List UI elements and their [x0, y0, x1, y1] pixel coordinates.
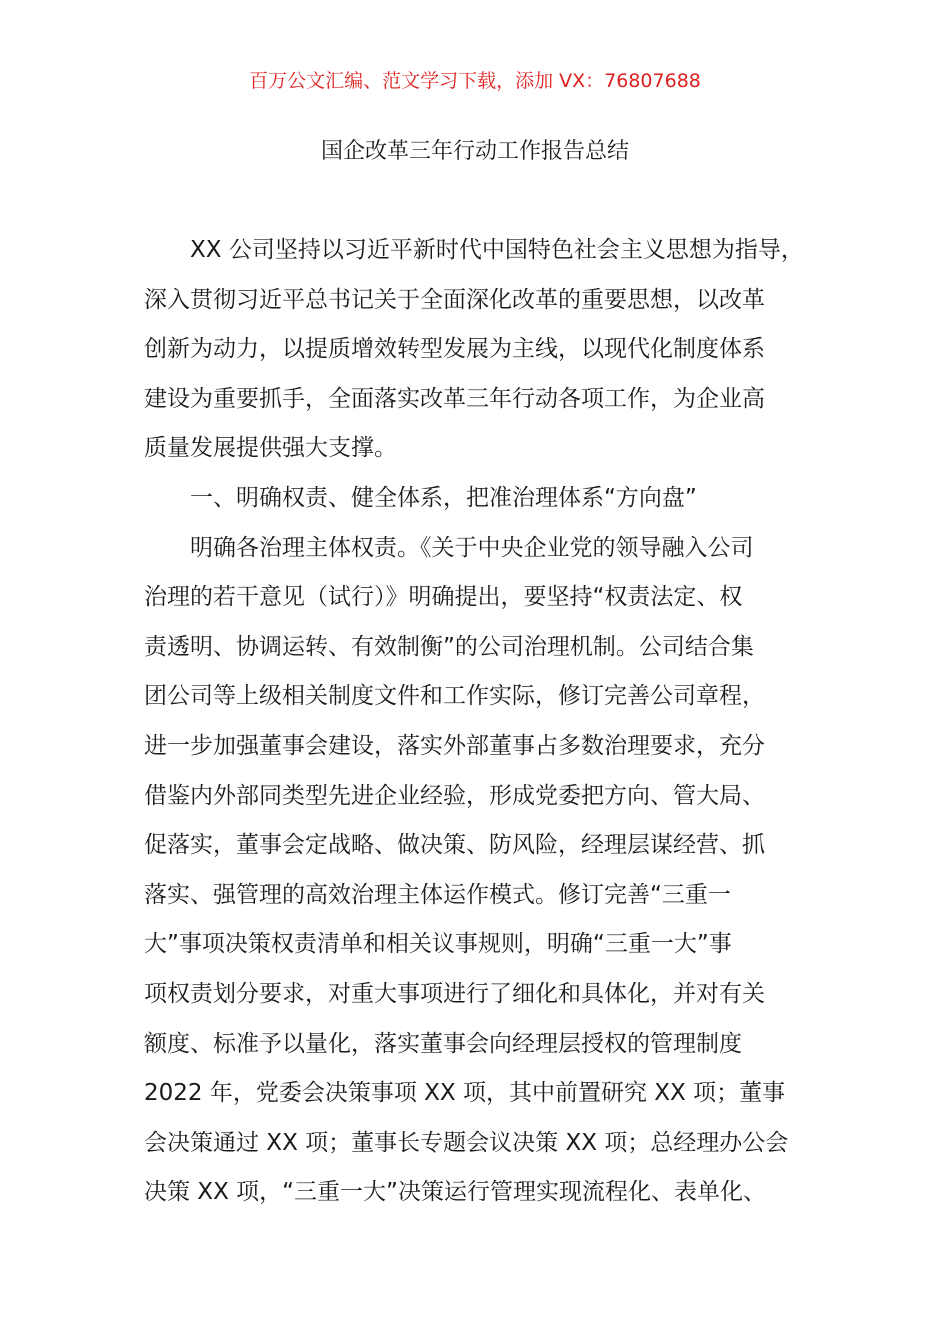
paragraph-line: 深入贯彻习近平总书记关于全面深化改革的重要思想，以改革 — [144, 286, 765, 313]
paragraph-line: 治理的若干意见（试行）》明确提出，要坚持“权责法定、权 — [144, 584, 743, 611]
header-note: 百万公文汇编、范文学习下载，添加 VX：76807688 — [249, 70, 701, 92]
document-body — [144, 226, 816, 1218]
document-title: 国企改革三年行动工作报告总结 — [320, 139, 629, 164]
paragraph-line: 促落实，董事会定战略、做决策、防风险，经理层谋经营、抓 — [144, 832, 765, 859]
paragraph-line: 额度、标准予以量化，落实董事会向经理层授权的管理制度 — [144, 1030, 742, 1057]
paragraph-line: 落实、强管理的高效治理主体运作模式。修订完善“三重一 — [144, 881, 731, 908]
paragraph-line: 质量发展提供强大支撑。 — [144, 435, 397, 462]
paragraph-line: 会决策通过 XX 项；董事长专题会议决策 XX 项；总经理办公会 — [144, 1129, 789, 1156]
paragraph-line: 决策 XX 项，“三重一大”决策运行管理实现流程化、表单化、 — [144, 1179, 766, 1206]
paragraph-line: 借鉴内外部同类型先进企业经验，形成党委把方向、管大局、 — [144, 782, 765, 809]
paragraph-line: 项权责划分要求，对重大事项进行了细化和具体化，并对有关 — [144, 980, 765, 1007]
paragraph-line: 团公司等上级相关制度文件和工作实际，修订完善公司章程， — [144, 683, 765, 710]
paragraph-line: 责透明、协调运转、有效制衡”的公司治理机制。公司结合集 — [144, 633, 754, 660]
paragraph-line: XX 公司坚持以习近平新时代中国特色社会主义思想为指导， — [190, 237, 804, 263]
section-heading: 一、明确权责、健全体系，把准治理体系“方向盘” — [190, 484, 697, 511]
paragraph-line: 进一步加强董事会建设，落实外部董事占多数治理要求，充分 — [144, 732, 765, 759]
paragraph-line: 明确各治理主体权责。《关于中央企业党的领导融入公司 — [190, 534, 754, 561]
paragraph-line: 2022 年，党委会决策事项 XX 项，其中前置研究 XX 项；董事 — [144, 1080, 786, 1107]
paragraph-line: 大”事项决策权责清单和相关议事规则，明确“三重一大”事 — [144, 931, 732, 958]
paragraph-line: 创新为动力，以提质增效转型发展为主线，以现代化制度体系 — [144, 336, 765, 363]
paragraph-line: 建设为重要抓手，全面落实改革三年行动各项工作，为企业高 — [144, 385, 765, 412]
